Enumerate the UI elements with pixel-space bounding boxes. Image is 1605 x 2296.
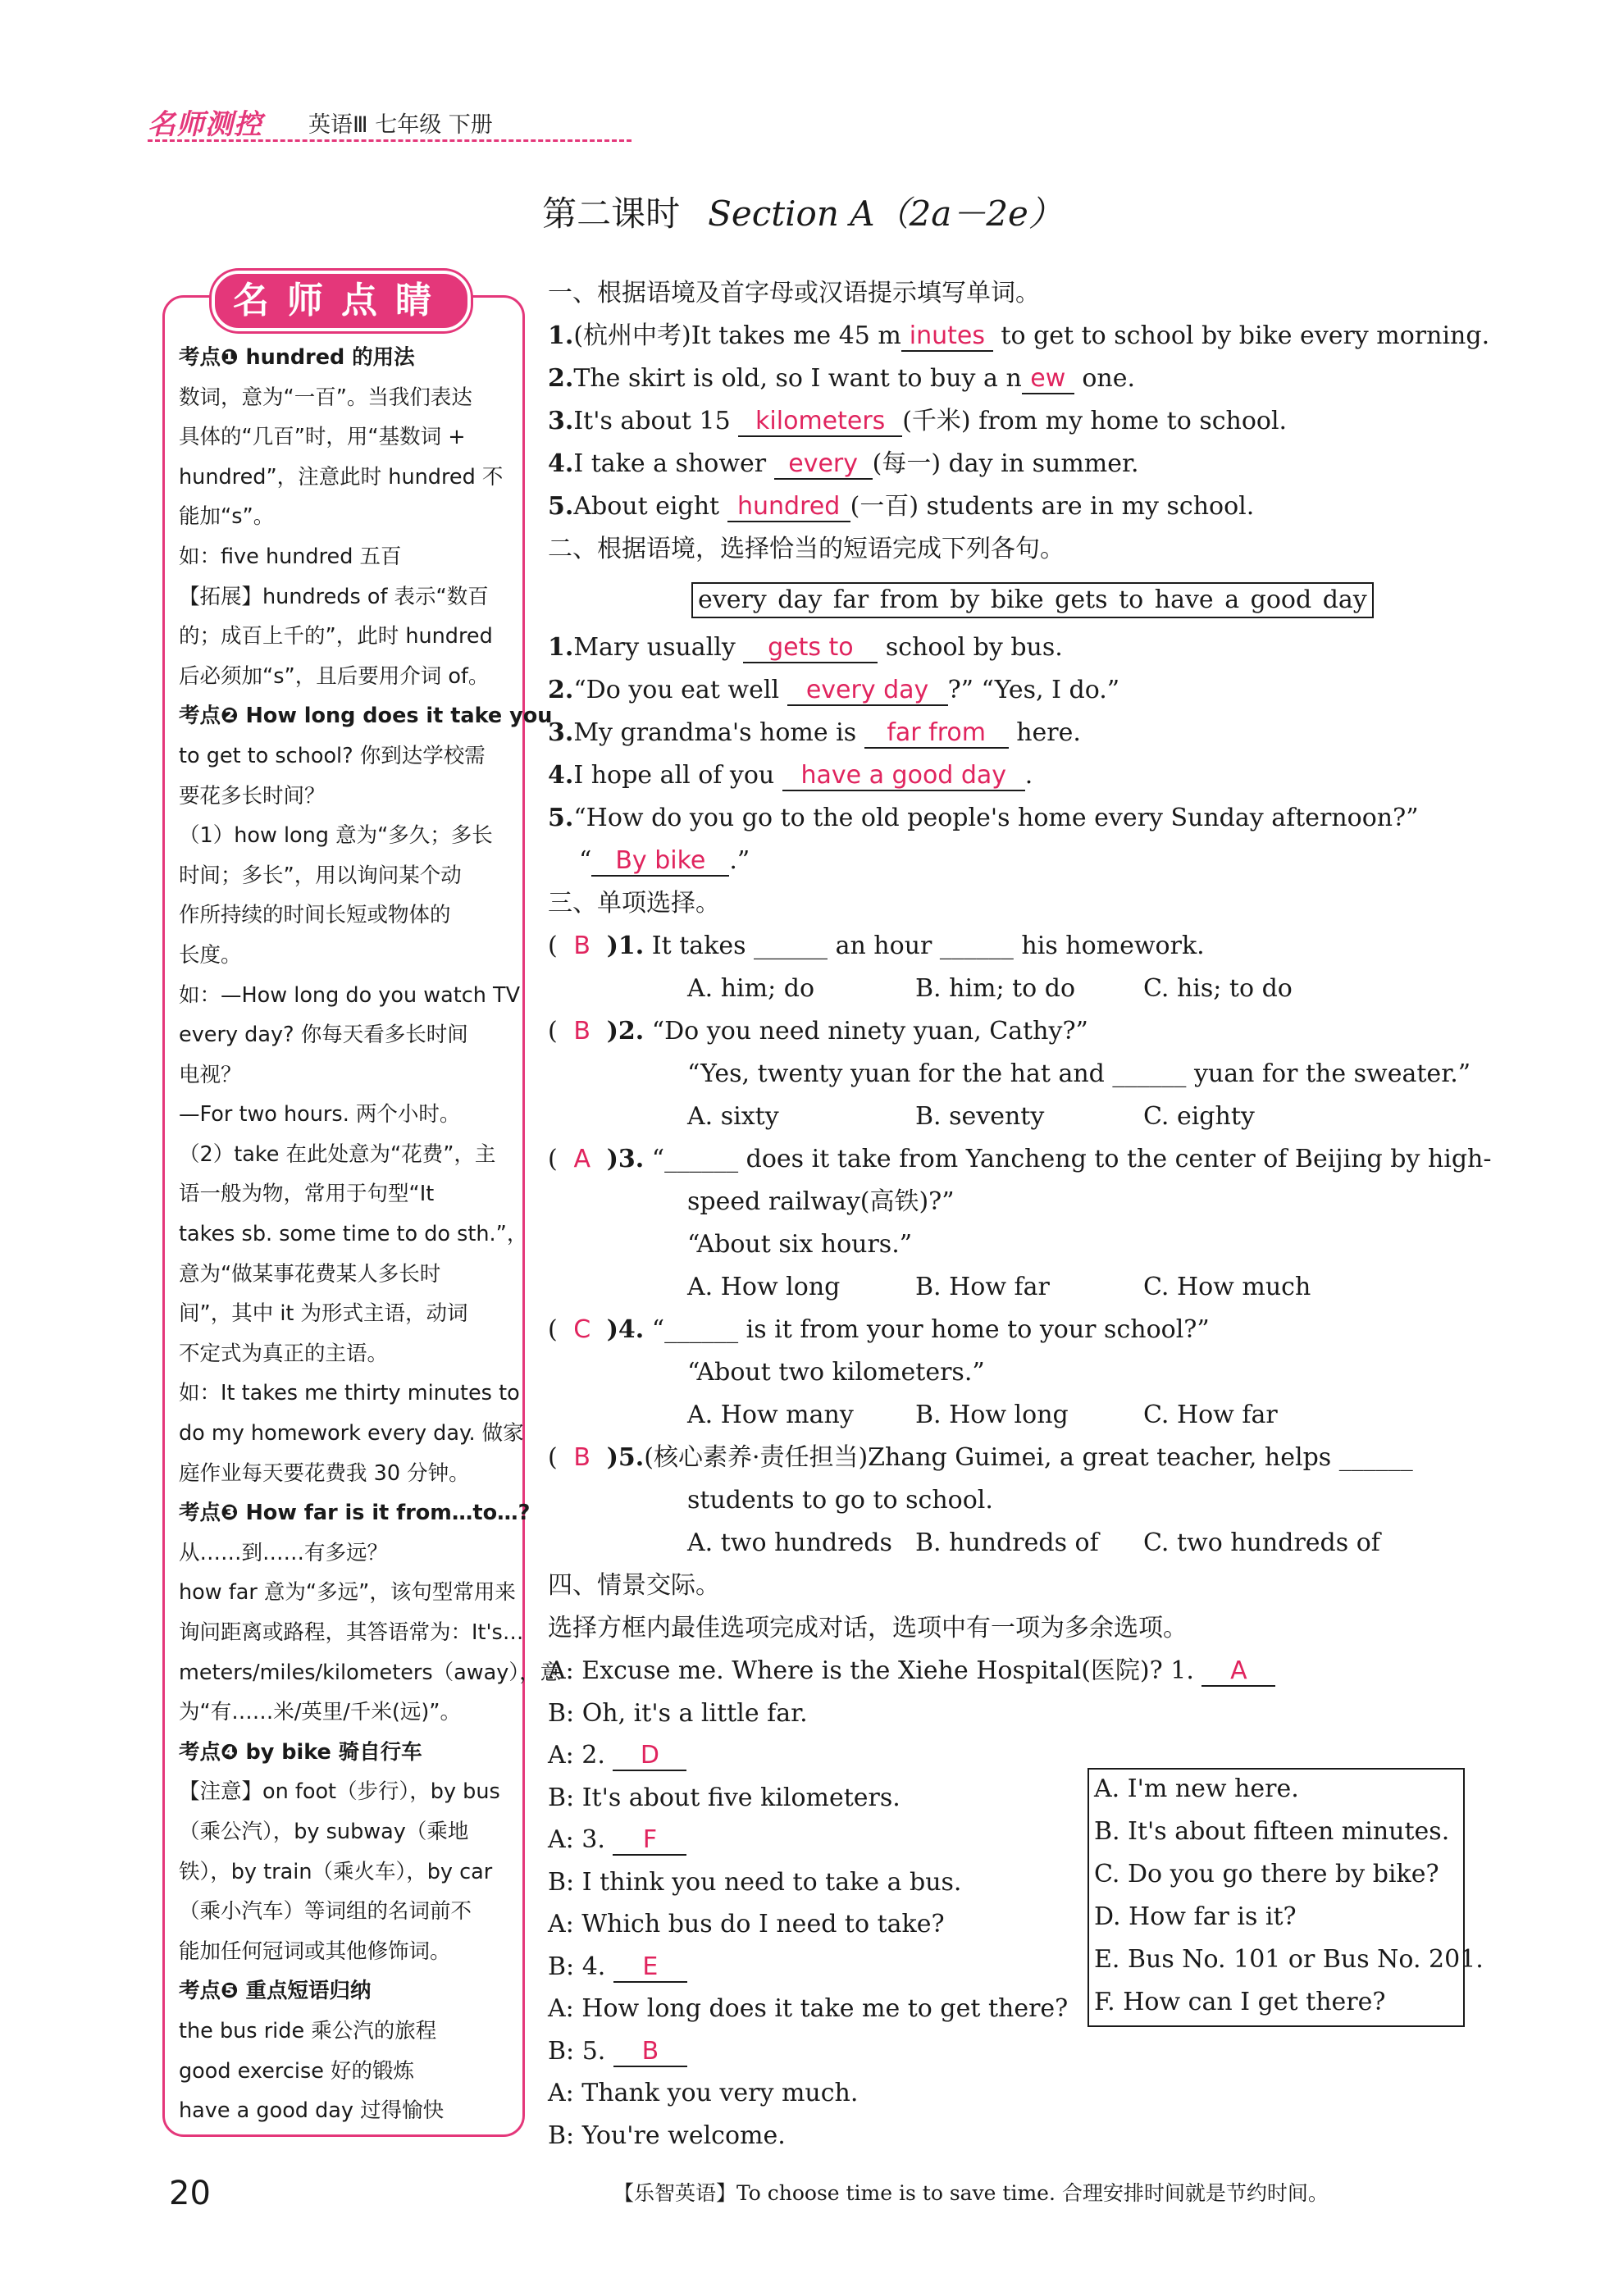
option-f: F. How can I get there?: [1094, 1988, 1386, 2016]
dialogue-line: A: Which bus do I need to take?: [548, 1910, 945, 1938]
tips-line: 考点❸ How far is it from…to…?: [179, 1501, 531, 1526]
part1-item-4: 4.I take a shower every (每一) day in summer.: [548, 449, 1139, 478]
part2-item-4: 4.I hope all of you have a good day .: [548, 761, 1033, 790]
option-d: D. How far is it?: [1094, 1902, 1297, 1931]
tips-line: （2）take 在此处意为“花费”，主: [179, 1141, 496, 1167]
page-header: [148, 100, 632, 143]
tips-text: [179, 338, 562, 2131]
part3-q1: ( B )1. It takes ______ an hour ______ his homework.: [548, 930, 1205, 963]
tips-line: 作所持续的时间长短或物体的: [179, 903, 451, 928]
tips-title: 名师点睛: [212, 271, 471, 331]
dialogue-line: B: It's about five kilometers.: [548, 1783, 901, 1812]
dialogue-line: B: Oh, it's a little far.: [548, 1698, 808, 1728]
tips-line: 意为“做某事花费某人多长时: [179, 1261, 441, 1287]
part3-q3-line2: speed railway(高铁)?”: [687, 1187, 955, 1216]
choice-answer: B: [573, 932, 591, 960]
tips-line: 如：five hundred 五百: [179, 544, 402, 569]
tips-line: 具体的“几百”时，用“基数词 +: [179, 425, 466, 450]
brand-logo: 名师测控: [148, 108, 262, 141]
choice-answer: B: [573, 1443, 591, 1472]
tips-line: hundred”，注意此时 hundred 不: [179, 464, 504, 490]
dialogue-line: A: 2. D: [548, 1739, 686, 1772]
book-subject: 英语Ⅲ 七年级 下册: [308, 112, 493, 138]
tips-line: 考点❹ by bike 骑自行车: [179, 1739, 422, 1765]
tips-line: 考点❺ 重点短语归纳: [179, 1979, 372, 2004]
tips-line: have a good day 过得愉快: [179, 2098, 445, 2124]
tips-line: 间”，其中 it 为形式主语，动词: [179, 1301, 468, 1327]
answer-blank: far from: [864, 719, 1009, 749]
dialogue-line: B: 5. B: [548, 2035, 687, 2068]
part3-q4: ( C )4. “______ is it from your home to your school?”: [548, 1314, 1210, 1346]
part3-q2-line2: “Yes, twenty yuan for the hat and ______ yuan for the sweater.”: [687, 1059, 1471, 1088]
page-number: 20: [169, 2175, 211, 2212]
tips-line: 时间；多长”，用以询问某个动: [179, 863, 462, 888]
tips-line: 考点❶ hundred 的用法: [179, 345, 415, 370]
option-c: C. Do you go there by bike?: [1094, 1860, 1439, 1888]
dialogue-line: B: I think you need to take a bus.: [548, 1867, 962, 1897]
tips-line: every day? 你每天看多长时间: [179, 1023, 468, 1048]
choice-answer: C: [573, 1315, 591, 1344]
answer-blank: E: [613, 1953, 687, 1983]
tips-line: 铁），by train（乘火车），by car: [179, 1859, 493, 1884]
answer-blank: hundred: [727, 493, 850, 522]
tips-line: （乘公汽），by subway（乘地: [179, 1819, 469, 1844]
option-e: E. Bus No. 101 or Bus No. 201.: [1094, 1945, 1484, 1974]
part4-heading: 四、情景交际。: [548, 1571, 720, 1600]
tips-line: the bus ride 乘公汽的旅程: [179, 2018, 437, 2043]
answer-blank: D: [613, 1742, 686, 1771]
answer-blank: have a good day: [782, 762, 1025, 791]
choice-answer: B: [573, 1017, 591, 1046]
tips-line: 长度。: [179, 942, 242, 968]
part2-item-5-reply: “ By bike .”: [579, 846, 750, 875]
part1-heading: 一、根据语境及首字母或汉语提示填写单词。: [548, 279, 1040, 308]
answer-blank: A: [1201, 1657, 1275, 1687]
part3-q5-line2: students to go to school.: [687, 1486, 993, 1515]
tips-line: 庭作业每天要花费我 30 分钟。: [179, 1460, 470, 1486]
option-box: [1087, 1768, 1484, 2027]
part2-item-1: 1.Mary usually gets to school by bus.: [548, 633, 1063, 662]
tips-line: 数词，意为“一百”。当我们表达: [179, 385, 472, 410]
tips-line: 不定式为真正的主语。: [179, 1341, 389, 1366]
tips-line: 询问距离或路程，其答语常为：It's…: [179, 1620, 524, 1645]
tips-line: to get to school? 你到达学校需: [179, 743, 486, 768]
tips-line: 后必须加“s”，且后要用介词 of。: [179, 663, 490, 689]
tips-line: meters/miles/kilometers（away），意: [179, 1660, 562, 1685]
tips-line: 如：—How long do you watch TV: [179, 982, 521, 1008]
tips-line: —For two hours. 两个小时。: [179, 1102, 461, 1128]
tips-line: 能加任何冠词或其他修饰词。: [179, 1938, 451, 1964]
option-a: A. I'm new here.: [1094, 1774, 1299, 1803]
dialogue-line: B: 4. E: [548, 1951, 687, 1984]
part2-item-2: 2.“Do you eat well every day ?” “Yes, I do.”: [548, 676, 1120, 704]
tips-line: 能加“s”。: [179, 504, 275, 530]
dialogue-line: A: How long does it take me to get there?: [548, 1994, 1069, 2023]
lesson-label: 第二课时: [542, 194, 681, 234]
part4-instruction: 选择方框内最佳选项完成对话，选项中有一项为多余选项。: [548, 1614, 1188, 1642]
tips-line: good exercise 好的锻炼: [179, 2058, 415, 2084]
tips-line: 电视？: [179, 1062, 242, 1087]
footer-motto: 【乐智英语】To choose time is to save time. 合理安排时间就是节约时间。: [613, 2181, 1329, 2205]
tips-line: 【拓展】hundreds of 表示“数百: [179, 584, 489, 609]
answer-blank: F: [613, 1826, 686, 1856]
tips-line: how far 意为“多远”，该句型常用来: [179, 1580, 516, 1606]
lesson-section: Section A（2a－2e）: [708, 194, 1063, 234]
header-divider: [148, 139, 632, 142]
answer-blank: B: [613, 2038, 687, 2067]
dialogue-line: A: 3. F: [548, 1824, 686, 1856]
choice-answer: A: [573, 1145, 590, 1173]
tips-line: 为“有……米/英里/千米(远)”。: [179, 1700, 462, 1725]
part2-heading: 二、根据语境，选择恰当的短语完成下列各句。: [548, 535, 1065, 563]
tips-line: takes sb. some time to do sth.”，: [179, 1222, 528, 1247]
answer-blank: By bike: [591, 847, 729, 877]
tips-line: 如：It takes me thirty minutes to: [179, 1381, 520, 1406]
part3-heading: 三、单项选择。: [548, 889, 720, 918]
part3-q3: ( A )3. “______ does it take from Yancheng to the center of Beijing by high-: [548, 1143, 1492, 1176]
tips-line: 从……到……有多远？: [179, 1540, 389, 1565]
tips-line: 考点❷ How long does it take you: [179, 704, 553, 729]
part3-q5: ( B )5.(核心素养·责任担当)Zhang Guimei, a great teacher, helps ______: [548, 1442, 1413, 1474]
part1-item-3: 3.It's about 15 kilometers (千米) from my home to school.: [548, 407, 1288, 435]
tips-line: 的；成百上千的”，此时 hundred: [179, 624, 493, 649]
tips-line: （1）how long 意为“多久；多长: [179, 823, 493, 849]
tips-line: （乘小汽车）等词组的名词前不: [179, 1899, 472, 1925]
answer-blank: every day: [787, 676, 948, 706]
part1-item-5: 5.About eight hundred (一百) students are in my school.: [548, 492, 1255, 521]
answer-blank: kilometers: [738, 408, 902, 437]
tips-line: 【注意】on foot（步行），by bus: [179, 1779, 500, 1805]
phrase-box: every day far from by bike gets to have a good day: [691, 582, 1374, 618]
part1-item-2: 2.The skirt is old, so I want to buy a n ew one.: [548, 364, 1135, 393]
tips-line: 语一般为物，常用于句型“It: [179, 1182, 435, 1207]
dialogue-line: A: Thank you very much.: [548, 2079, 859, 2107]
answer-blank: gets to: [743, 634, 878, 663]
part2-item-3: 3.My grandma's home is far from here.: [548, 718, 1081, 747]
part3-q2: ( B )2. “Do you need ninety yuan, Cathy?”: [548, 1015, 1088, 1048]
answer-blank: inutes: [901, 322, 993, 352]
part3-q3-line3: “About six hours.”: [687, 1230, 913, 1259]
dialogue-line: A: Excuse me. Where is the Xiehe Hospital(医院)? 1. A: [548, 1655, 1275, 1688]
part1-item-1: 1.(杭州中考)It takes me 45 m inutes to get to school by bike every morning.: [548, 321, 1490, 350]
dialogue-line: B: You're welcome.: [548, 2121, 786, 2150]
part3-q4-line2: “About two kilometers.”: [687, 1358, 985, 1387]
tips-line: 要花多长时间？: [179, 783, 326, 809]
part2-item-5: 5.“How do you go to the old people's home every Sunday afternoon?”: [548, 804, 1419, 832]
tips-line: do my homework every day. 做家: [179, 1421, 524, 1446]
answer-blank: ew: [1022, 365, 1074, 394]
answer-blank: every: [774, 450, 873, 480]
option-b: B. It's about fifteen minutes.: [1094, 1817, 1450, 1846]
lesson-title: [0, 187, 1605, 236]
